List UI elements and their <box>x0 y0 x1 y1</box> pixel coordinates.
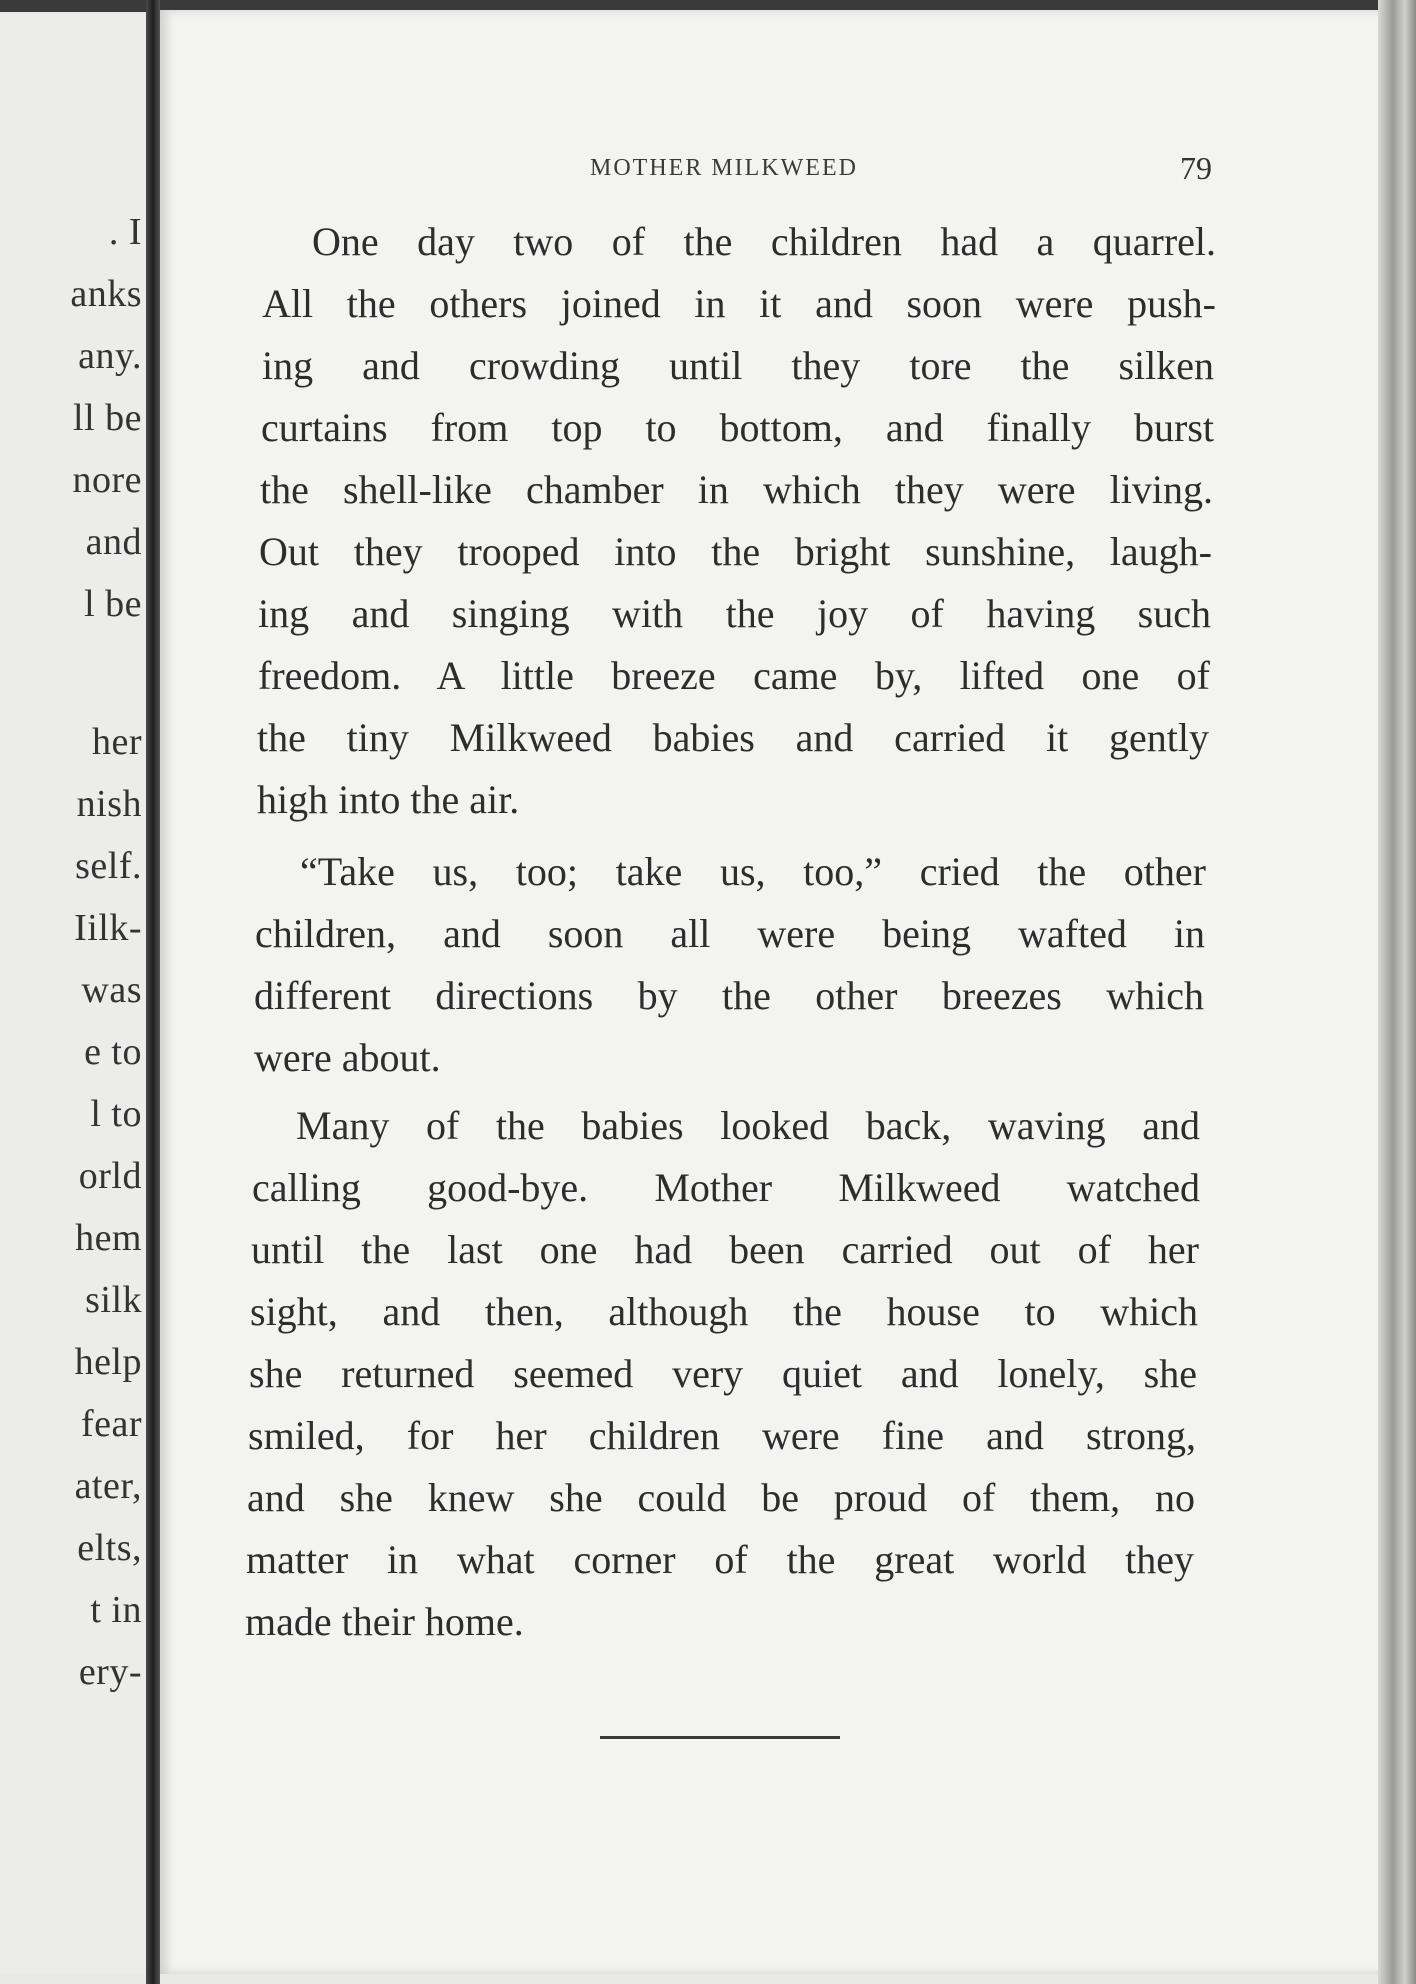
left-page-fragment: help <box>74 1341 142 1383</box>
left-page-fragment: anks <box>70 273 142 315</box>
text-line: the tiny Milkweed babies and carried it gently <box>257 715 1209 760</box>
left-page-fragment: Iilk- <box>74 907 142 949</box>
text-line: smiled, for her children were fine and strong, <box>248 1413 1196 1458</box>
text-line: matter in what corner of the great world they <box>246 1537 1194 1582</box>
left-page-fragment: self. <box>75 845 142 887</box>
left-page-fragment: any. <box>78 335 142 377</box>
text-line: children, and soon all were being wafted in <box>255 911 1205 956</box>
book-gutter <box>146 0 160 1984</box>
text-line: ing and singing with the joy of having such <box>258 591 1211 636</box>
left-page-fragment: silk <box>85 1279 142 1321</box>
page-number: 79 <box>1180 150 1212 186</box>
left-page-fragment: nish <box>76 783 142 825</box>
left-page-fragment: . I <box>108 211 142 253</box>
text-line: ing and crowding until they tore the silken <box>262 343 1214 388</box>
left-page-fragment: l be <box>84 583 142 625</box>
left-page-fragment: ery- <box>78 1651 142 1693</box>
previous-page-edge <box>0 14 148 1974</box>
left-page-fragment: and <box>85 521 142 563</box>
left-page-fragment: her <box>91 721 142 763</box>
page-stack-edge <box>1378 0 1416 1984</box>
text-line: Out they trooped into the bright sunshine, laugh- <box>259 529 1212 574</box>
text-line: Many of the babies looked back, waving and <box>296 1103 1200 1148</box>
left-page-fragment: ll be <box>73 397 142 439</box>
left-page-fragment: elts, <box>77 1527 142 1569</box>
left-page-fragment: e to <box>84 1031 142 1073</box>
section-end-rule <box>600 1736 840 1739</box>
text-line: One day two of the children had a quarrel. <box>312 219 1216 264</box>
text-line: high into the air. <box>257 777 520 822</box>
text-line: curtains from top to bottom, and finally burst <box>261 405 1214 450</box>
text-line: the shell-like chamber in which they were living. <box>260 467 1213 512</box>
left-page-fragment: hem <box>75 1217 142 1259</box>
text-line: were about. <box>254 1035 441 1080</box>
text-line: All the others joined in it and soon were push- <box>262 281 1216 326</box>
left-page-fragment: was <box>81 969 142 1011</box>
left-page-fragment: l to <box>90 1093 142 1135</box>
text-line: different directions by the other breezes which <box>254 973 1204 1018</box>
left-page-fragment: nore <box>72 459 142 501</box>
left-page-fragment: orld <box>78 1155 142 1197</box>
text-line: she returned seemed very quiet and lonely, she <box>249 1351 1197 1396</box>
left-page-fragment: t in <box>90 1589 142 1631</box>
text-line: “Take us, too; take us, too,” cried the other <box>300 849 1206 894</box>
left-page-fragment: fear <box>80 1403 142 1445</box>
text-line: until the last one had been carried out of her <box>251 1227 1199 1272</box>
text-line: calling good-bye. Mother Milkweed watched <box>252 1165 1200 1210</box>
left-page-fragment: ater, <box>74 1465 142 1507</box>
text-line: made their home. <box>245 1599 524 1644</box>
text-line: freedom. A little breeze came by, lifted one of <box>258 653 1210 698</box>
text-line: and she knew she could be proud of them, no <box>247 1475 1195 1520</box>
running-head: MOTHER MILKWEED <box>590 155 858 181</box>
text-line: sight, and then, although the house to which <box>250 1289 1198 1334</box>
